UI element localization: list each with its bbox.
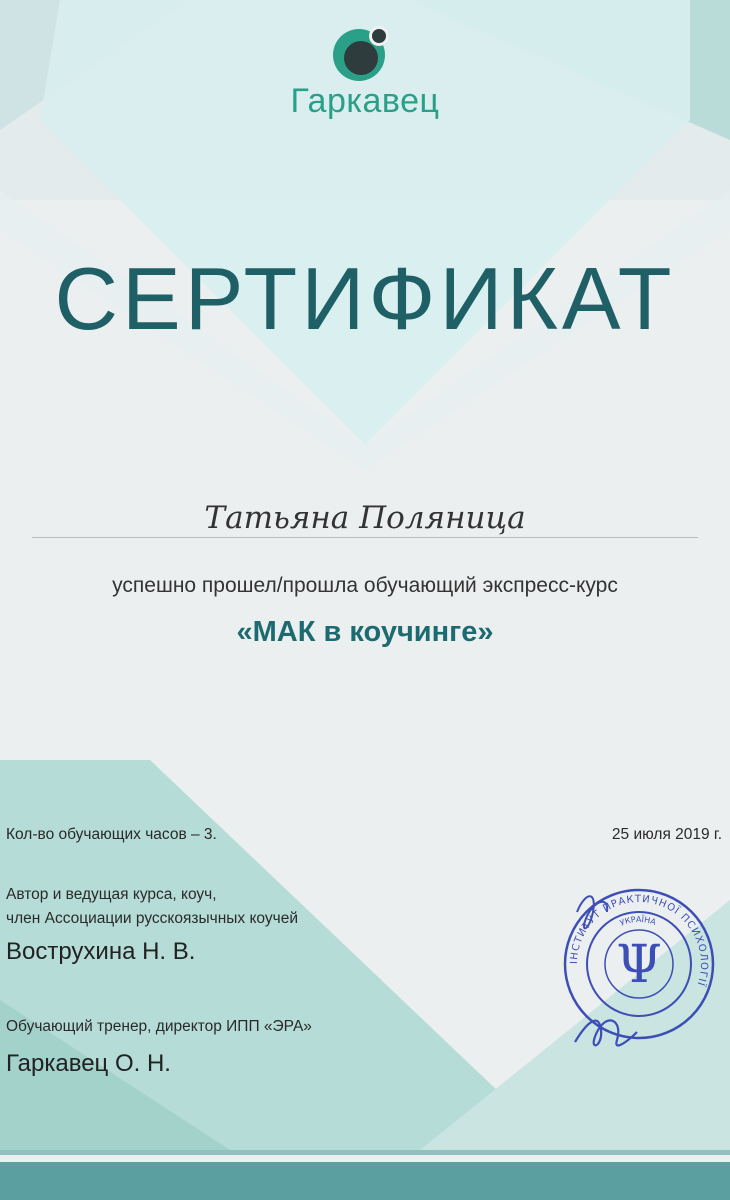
stamp-ring-text: ІНСТИТУТ ПРАКТИЧНОЇ ПСИХОЛОГІЇ [568, 893, 710, 988]
footer-stripe [0, 1150, 730, 1155]
logo-circles-icon [330, 22, 400, 84]
trainer-role: Обучающий тренер, директор ИПП «ЭРА» [6, 1018, 312, 1035]
certificate-title: СЕРТИФИКАТ [54, 249, 676, 348]
stamp-psi-symbol: Ψ [616, 935, 662, 995]
hours-text: Кол-во обучающих часов – 3. [6, 826, 217, 843]
brand-logo [0, 22, 730, 89]
brand-name: Гаркавец [290, 82, 440, 120]
author-role-line2: член Ассоциации русскоязычных коучей [6, 910, 298, 927]
trainer-name: Гаркавец О. Н. [6, 1050, 171, 1077]
footer-band [0, 1162, 730, 1200]
date-text: 25 июля 2019 г. [611, 826, 722, 843]
recipient-underline [32, 537, 698, 538]
course-name: «МАК в коучинге» [236, 616, 494, 648]
signature-bottom [575, 1020, 637, 1045]
recipient-name: Татьяна Поляница [204, 500, 526, 536]
author-role-line1: Автор и ведущая курса, коуч, [6, 886, 217, 903]
author-name: Вострухина Н. В. [6, 938, 196, 965]
author-role [6, 883, 298, 931]
completion-text: успешно прошел/прошла обучающий экспресс-курс [112, 574, 618, 597]
stamp-seal [557, 872, 722, 1057]
stamp-inner-text: УКРАЇНА [618, 914, 658, 928]
